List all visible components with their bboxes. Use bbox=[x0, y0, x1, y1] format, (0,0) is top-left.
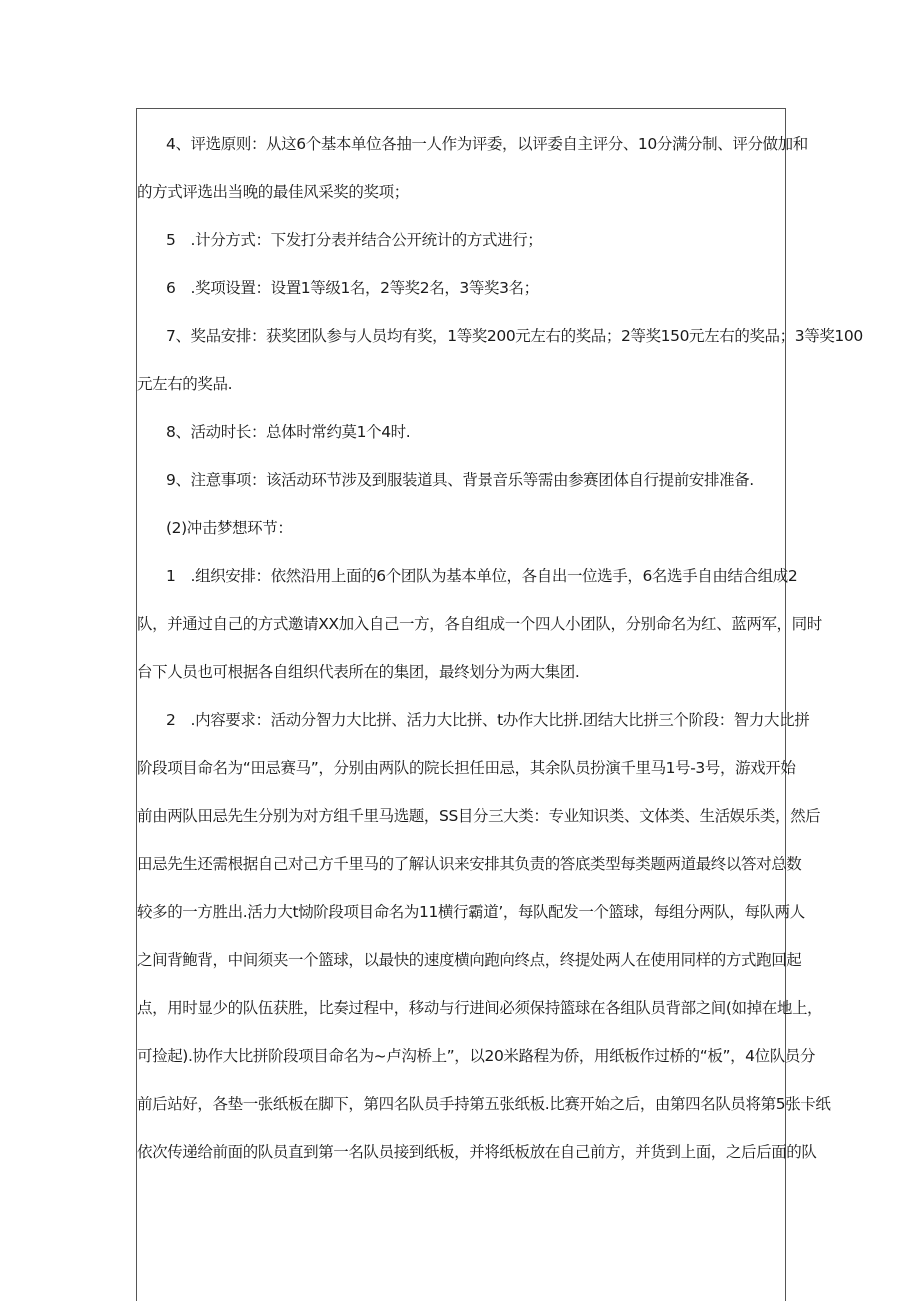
section-heading: (2)冲击梦想环节： bbox=[166, 519, 293, 537]
text-line: 的方式评选出当晚的最佳风采奖的奖项； bbox=[137, 183, 409, 201]
text-line: 6 .奖项设置：设置1等级1名，2等奖2名，3等奖3名； bbox=[166, 279, 539, 297]
text-line: 田忌先生还需根据自己对己方千里马的了解认识来安排其负责的答底类型每类题两道最终以答对总数 bbox=[137, 855, 802, 873]
text-line: 7、奖品安排：获奖团队参与人员均有奖，1等奖200元左右的奖品；2等奖150元左右的奖品；3等奖100 bbox=[166, 327, 863, 345]
text-line: 之间背鲍背，中间须夹一个篮球，以最快的速度横向跑向终点，终提处两人在使用同样的方式跑回起 bbox=[137, 951, 802, 969]
text-line: 队，并通过自己的方式邀请XX加入自己一方，各自组成一个四人小团队，分别命名为红、蓝两军，同时 bbox=[137, 615, 822, 633]
text-line: 阶段项目命名为“田忌赛马”，分别由两队的院长担任田忌，其余队员扮演千里马1号-3号，游戏开始 bbox=[137, 759, 796, 777]
text-line: 5 .计分方式：下发打分表并结合公开统计的方式进行； bbox=[166, 231, 543, 249]
text-line: 可捡起).协作大比拼阶段项目命名为~卢沟桥上”，以20米路程为侨，用纸板作过桥的“板”，4位队员分 bbox=[137, 1047, 816, 1065]
text-line: 台下人员也可根据各自组织代表所在的集团，最终划分为两大集团. bbox=[137, 663, 580, 681]
text-line: 8、活动时长：总体时常约莫1个4时. bbox=[166, 423, 411, 441]
text-line: 前由两队田忌先生分别为对方组千里马选题，SS目分三大类：专业知识类、文体类、生活娱乐类，然后 bbox=[137, 807, 821, 825]
text-line: 依次传递给前面的队员直到第一名队员接到纸板，并将纸板放在自己前方，并货到上面，之后后面的队 bbox=[137, 1143, 817, 1161]
text-line: 4、评选原则：从这6个基本单位各抽一人作为评委，以评委自主评分、10分满分制、评分做加和 bbox=[166, 135, 808, 153]
text-line: 前后站好，各垫一张纸板在脚下，第四名队员手持第五张纸板.比赛开始之后，由第四名队员将第5张卡纸 bbox=[137, 1095, 831, 1113]
text-line: 2 .内容要求：活动分智力大比拼、活力大比拼、t办作大比拼.团结大比拼三个阶段：智力大比拼 bbox=[166, 711, 810, 729]
text-line: 元左右的奖品. bbox=[137, 375, 233, 393]
text-line: 点，用时显少的队伍获胜，比奏过程中，移动与行进间必须保持篮球在各组队员背部之间(如掉在地上， bbox=[137, 999, 823, 1017]
text-line: 1 .组织安排：依然沿用上面的6个团队为基本单位，各自出一位选手，6名选手自由结合组成2 bbox=[166, 567, 798, 585]
text-line: 9、注意事项：该活动环节涉及到服装道具、背景音乐等需由参赛团体自行提前安排准备. bbox=[166, 471, 754, 489]
text-line: 较多的一方胜出.活力大t恸阶段项目命名为11横行霸道’，每队配发一个篮球，每组分两队，每队两人 bbox=[137, 903, 805, 921]
